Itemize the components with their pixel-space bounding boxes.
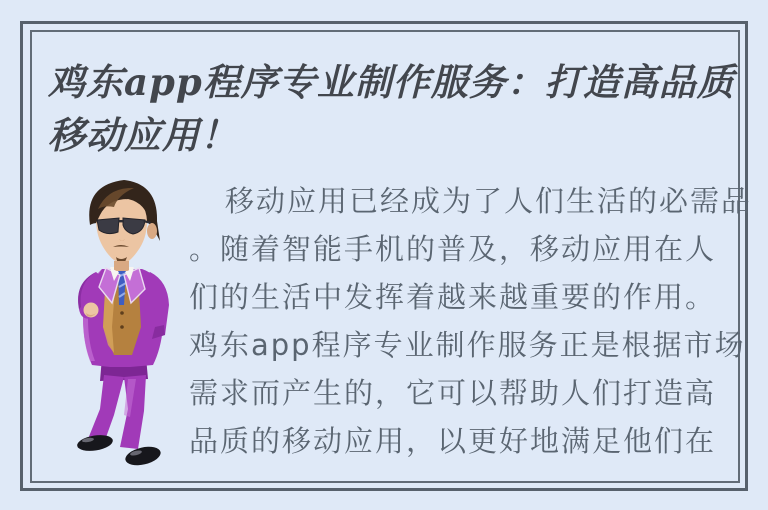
title-line-1: 鸡东app程序专业制作服务：打造高品质 — [48, 60, 735, 104]
article-title — [48, 56, 744, 162]
title-line-2: 移动应用！ — [48, 113, 238, 157]
body-text-line-2: 。随着智能手机的普及，移动应用在人 — [189, 232, 717, 266]
article-body — [189, 177, 753, 465]
ear — [147, 223, 157, 239]
shoes — [76, 433, 162, 469]
purple-suit-businessman-illustration — [66, 177, 180, 471]
body-text-line-1: 移动应用已经成为了人们生活的必需品 — [225, 184, 753, 218]
body-text-line-6: 品质的移动应用，以更好地满足他们在 — [189, 424, 717, 458]
legs — [88, 357, 148, 449]
head — [89, 180, 160, 281]
neck — [114, 261, 129, 271]
body-text-line-4: 鸡东app程序专业制作服务正是根据市场 — [189, 328, 746, 362]
body-text-line-5: 需求而产生的，它可以帮助人们打造高 — [189, 376, 717, 410]
body-text-line-3: 们的生活中发挥着越来越重要的作用。 — [189, 280, 717, 314]
